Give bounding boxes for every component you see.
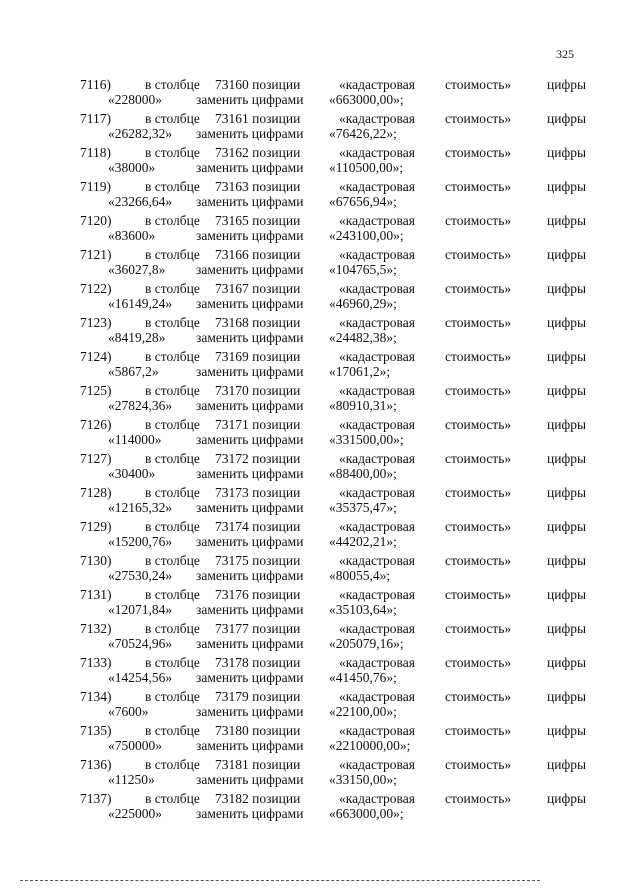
old-value: «30400» <box>108 466 156 481</box>
cadastral-label: «кадастровая <box>339 315 415 330</box>
digits-label: цифры <box>547 315 587 330</box>
replace-label: заменить цифрами <box>196 262 304 277</box>
cadastral-label: «кадастровая <box>339 77 415 92</box>
replace-label: заменить цифрами <box>196 92 304 107</box>
position-code <box>215 77 300 93</box>
cadastral-label: «кадастровая <box>339 349 415 364</box>
item-number: 7127) <box>80 451 112 466</box>
old-value: «70524,96» <box>108 636 173 651</box>
new-value: «663000,00»; <box>329 92 404 107</box>
position-code-value: 73174 <box>215 519 249 534</box>
position-code-value: 73166 <box>215 247 249 262</box>
new-value: «80910,31»; <box>329 398 397 413</box>
position-code-value: 73170 <box>215 383 249 398</box>
item-number: 7120) <box>80 213 112 228</box>
in-column-label: в столбце <box>145 111 200 126</box>
new-value: «2210000,00»; <box>329 738 411 753</box>
positions-label: позиции <box>252 349 301 364</box>
new-value: «110500,00»; <box>329 160 404 175</box>
in-column-label: в столбце <box>145 383 200 398</box>
digits-label: цифры <box>547 77 587 92</box>
item-number: 7118) <box>80 145 111 160</box>
new-value: «76426,22»; <box>329 126 397 141</box>
amendment-item <box>0 621 640 655</box>
positions-label: позиции <box>252 519 301 534</box>
cost-label: стоимость» <box>445 213 512 228</box>
old-value: «27530,24» <box>108 568 173 583</box>
old-value: «23266,64» <box>108 194 173 209</box>
page-number: 325 <box>556 47 574 61</box>
amendment-item <box>0 111 640 145</box>
position-code <box>215 315 300 331</box>
in-column-label: в столбце <box>145 179 200 194</box>
digits-label: цифры <box>547 757 587 772</box>
position-code <box>215 791 300 807</box>
item-number: 7134) <box>80 689 112 704</box>
amendment-item <box>0 689 640 723</box>
position-code-value: 73168 <box>215 315 249 330</box>
position-code <box>215 179 300 195</box>
item-number: 7132) <box>80 621 112 636</box>
digits-label: цифры <box>547 247 587 262</box>
position-code-value: 73169 <box>215 349 249 364</box>
digits-label: цифры <box>547 349 587 364</box>
positions-label: позиции <box>252 689 301 704</box>
cost-label: стоимость» <box>445 791 512 806</box>
item-number: 7117) <box>80 111 111 126</box>
amendment-item <box>0 519 640 553</box>
amendment-item <box>0 315 640 349</box>
old-value: «11250» <box>108 772 155 787</box>
cost-label: стоимость» <box>445 247 512 262</box>
new-value: «46960,29»; <box>329 296 397 311</box>
positions-label: позиции <box>252 383 301 398</box>
position-code-value: 73173 <box>215 485 249 500</box>
old-value: «7600» <box>108 704 149 719</box>
positions-label: позиции <box>252 553 301 568</box>
new-value: «24482,38»; <box>329 330 397 345</box>
position-code-value: 73171 <box>215 417 249 432</box>
positions-label: позиции <box>252 179 301 194</box>
item-number: 7122) <box>80 281 112 296</box>
cadastral-label: «кадастровая <box>339 213 415 228</box>
old-value: «14254,56» <box>108 670 173 685</box>
position-code-value: 73177 <box>215 621 249 636</box>
replace-label: заменить цифрами <box>196 466 304 481</box>
position-code-value: 73167 <box>215 281 249 296</box>
positions-label: позиции <box>252 723 301 738</box>
position-code-value: 73176 <box>215 587 249 602</box>
amendment-item <box>0 723 640 757</box>
position-code <box>215 417 300 433</box>
positions-label: позиции <box>252 791 301 806</box>
cadastral-label: «кадастровая <box>339 553 415 568</box>
digits-label: цифры <box>547 179 587 194</box>
new-value: «35375,47»; <box>329 500 397 515</box>
in-column-label: в столбце <box>145 587 200 602</box>
replace-label: заменить цифрами <box>196 704 304 719</box>
cost-label: стоимость» <box>445 383 512 398</box>
digits-label: цифры <box>547 587 587 602</box>
in-column-label: в столбце <box>145 247 200 262</box>
item-number: 7136) <box>80 757 112 772</box>
replace-label: заменить цифрами <box>196 568 304 583</box>
cadastral-label: «кадастровая <box>339 485 415 500</box>
amendment-item <box>0 383 640 417</box>
replace-label: заменить цифрами <box>196 432 304 447</box>
cadastral-label: «кадастровая <box>339 587 415 602</box>
positions-label: позиции <box>252 485 301 500</box>
digits-label: цифры <box>547 417 587 432</box>
item-number: 7135) <box>80 723 112 738</box>
replace-label: заменить цифрами <box>196 602 304 617</box>
digits-label: цифры <box>547 111 587 126</box>
position-code <box>215 247 300 263</box>
digits-label: цифры <box>547 451 587 466</box>
positions-label: позиции <box>252 587 301 602</box>
item-number: 7131) <box>80 587 112 602</box>
digits-label: цифры <box>547 689 587 704</box>
replace-label: заменить цифрами <box>196 160 304 175</box>
old-value: «15200,76» <box>108 534 173 549</box>
digits-label: цифры <box>547 383 587 398</box>
position-code-value: 73172 <box>215 451 249 466</box>
amendment-item <box>0 213 640 247</box>
cost-label: стоимость» <box>445 689 512 704</box>
item-number: 7130) <box>80 553 112 568</box>
replace-label: заменить цифрами <box>196 228 304 243</box>
amendment-item <box>0 417 640 451</box>
position-code <box>215 349 300 365</box>
cost-label: стоимость» <box>445 451 512 466</box>
position-code <box>215 111 300 127</box>
positions-label: позиции <box>252 77 301 92</box>
cost-label: стоимость» <box>445 111 512 126</box>
old-value: «26282,32» <box>108 126 173 141</box>
replace-label: заменить цифрами <box>196 364 304 379</box>
new-value: «17061,2»; <box>329 364 391 379</box>
cost-label: стоимость» <box>445 179 512 194</box>
cost-label: стоимость» <box>445 77 512 92</box>
replace-label: заменить цифрами <box>196 194 304 209</box>
cadastral-label: «кадастровая <box>339 723 415 738</box>
positions-label: позиции <box>252 213 301 228</box>
in-column-label: в столбце <box>145 689 200 704</box>
amendment-item <box>0 757 640 791</box>
replace-label: заменить цифрами <box>196 772 304 787</box>
cost-label: стоимость» <box>445 315 512 330</box>
replace-label: заменить цифрами <box>196 670 304 685</box>
position-code <box>215 587 300 603</box>
old-value: «16149,24» <box>108 296 173 311</box>
amendment-item <box>0 145 640 179</box>
new-value: «35103,64»; <box>329 602 397 617</box>
cost-label: стоимость» <box>445 519 512 534</box>
positions-label: позиции <box>252 247 301 262</box>
digits-label: цифры <box>547 621 587 636</box>
position-code <box>215 553 300 569</box>
digits-label: цифры <box>547 145 587 160</box>
position-code-value: 73181 <box>215 757 249 772</box>
cost-label: стоимость» <box>445 587 512 602</box>
in-column-label: в столбце <box>145 723 200 738</box>
amendment-item <box>0 77 640 111</box>
replace-label: заменить цифрами <box>196 126 304 141</box>
item-number: 7137) <box>80 791 112 806</box>
positions-label: позиции <box>252 145 301 160</box>
in-column-label: в столбце <box>145 757 200 772</box>
cadastral-label: «кадастровая <box>339 791 415 806</box>
positions-label: позиции <box>252 757 301 772</box>
in-column-label: в столбце <box>145 451 200 466</box>
new-value: «243100,00»; <box>329 228 404 243</box>
in-column-label: в столбце <box>145 519 200 534</box>
digits-label: цифры <box>547 213 587 228</box>
position-code <box>215 519 300 535</box>
positions-label: позиции <box>252 417 301 432</box>
cadastral-label: «кадастровая <box>339 451 415 466</box>
old-value: «114000» <box>108 432 162 447</box>
old-value: «5867,2» <box>108 364 159 379</box>
position-code <box>215 621 300 637</box>
cost-label: стоимость» <box>445 417 512 432</box>
cost-label: стоимость» <box>445 349 512 364</box>
replace-label: заменить цифрами <box>196 296 304 311</box>
old-value: «225000» <box>108 806 162 821</box>
positions-label: позиции <box>252 621 301 636</box>
in-column-label: в столбце <box>145 349 200 364</box>
amendment-item <box>0 451 640 485</box>
position-code <box>215 723 300 739</box>
cost-label: стоимость» <box>445 145 512 160</box>
cost-label: стоимость» <box>445 757 512 772</box>
cadastral-label: «кадастровая <box>339 689 415 704</box>
cost-label: стоимость» <box>445 281 512 296</box>
amendment-item <box>0 655 640 689</box>
new-value: «80055,4»; <box>329 568 391 583</box>
cadastral-label: «кадастровая <box>339 383 415 398</box>
cost-label: стоимость» <box>445 723 512 738</box>
old-value: «228000» <box>108 92 162 107</box>
digits-label: цифры <box>547 723 587 738</box>
position-code <box>215 145 300 161</box>
amendment-item <box>0 179 640 213</box>
new-value: «44202,21»; <box>329 534 397 549</box>
in-column-label: в столбце <box>145 655 200 670</box>
position-code <box>215 655 300 671</box>
digits-label: цифры <box>547 519 587 534</box>
position-code <box>215 757 300 773</box>
position-code <box>215 689 300 705</box>
old-value: «27824,36» <box>108 398 173 413</box>
old-value: «8419,28» <box>108 330 166 345</box>
position-code <box>215 213 300 229</box>
position-code-value: 73163 <box>215 179 249 194</box>
old-value: «36027,8» <box>108 262 166 277</box>
item-number: 7116) <box>80 77 111 92</box>
item-number: 7126) <box>80 417 112 432</box>
new-value: «88400,00»; <box>329 466 397 481</box>
position-code-value: 73179 <box>215 689 249 704</box>
amendment-item <box>0 553 640 587</box>
old-value: «38000» <box>108 160 156 175</box>
cost-label: стоимость» <box>445 553 512 568</box>
cadastral-label: «кадастровая <box>339 145 415 160</box>
replace-label: заменить цифрами <box>196 738 304 753</box>
cadastral-label: «кадастровая <box>339 417 415 432</box>
amendment-list <box>0 77 640 825</box>
new-value: «104765,5»; <box>329 262 397 277</box>
in-column-label: в столбце <box>145 281 200 296</box>
amendment-item <box>0 247 640 281</box>
new-value: «67656,94»; <box>329 194 397 209</box>
amendment-item <box>0 587 640 621</box>
amendment-item <box>0 349 640 383</box>
position-code <box>215 485 300 501</box>
position-code-value: 73161 <box>215 111 249 126</box>
position-code-value: 73178 <box>215 655 249 670</box>
replace-label: заменить цифрами <box>196 806 304 821</box>
digits-label: цифры <box>547 553 587 568</box>
amendment-item <box>0 485 640 519</box>
item-number: 7119) <box>80 179 111 194</box>
item-number: 7125) <box>80 383 112 398</box>
cadastral-label: «кадастровая <box>339 519 415 534</box>
cadastral-label: «кадастровая <box>339 281 415 296</box>
position-code-value: 73162 <box>215 145 249 160</box>
item-number: 7123) <box>80 315 112 330</box>
positions-label: позиции <box>252 281 301 296</box>
replace-label: заменить цифрами <box>196 636 304 651</box>
in-column-label: в столбце <box>145 485 200 500</box>
position-code <box>215 451 300 467</box>
item-number: 7129) <box>80 519 112 534</box>
position-code-value: 73160 <box>215 77 249 92</box>
new-value: «331500,00»; <box>329 432 404 447</box>
replace-label: заменить цифрами <box>196 398 304 413</box>
in-column-label: в столбце <box>145 77 200 92</box>
position-code-value: 73182 <box>215 791 249 806</box>
item-number: 7128) <box>80 485 112 500</box>
replace-label: заменить цифрами <box>196 330 304 345</box>
cadastral-label: «кадастровая <box>339 757 415 772</box>
digits-label: цифры <box>547 655 587 670</box>
new-value: «22100,00»; <box>329 704 397 719</box>
in-column-label: в столбце <box>145 791 200 806</box>
in-column-label: в столбце <box>145 417 200 432</box>
new-value: «205079,16»; <box>329 636 404 651</box>
positions-label: позиции <box>252 315 301 330</box>
cadastral-label: «кадастровая <box>339 179 415 194</box>
digits-label: цифры <box>547 281 587 296</box>
in-column-label: в столбце <box>145 213 200 228</box>
position-code-value: 73165 <box>215 213 249 228</box>
cadastral-label: «кадастровая <box>339 655 415 670</box>
cadastral-label: «кадастровая <box>339 111 415 126</box>
bottom-divider <box>20 880 540 881</box>
item-number: 7124) <box>80 349 112 364</box>
digits-label: цифры <box>547 485 587 500</box>
position-code-value: 73175 <box>215 553 249 568</box>
new-value: «33150,00»; <box>329 772 397 787</box>
positions-label: позиции <box>252 655 301 670</box>
cost-label: стоимость» <box>445 485 512 500</box>
item-number: 7121) <box>80 247 112 262</box>
cadastral-label: «кадастровая <box>339 621 415 636</box>
replace-label: заменить цифрами <box>196 534 304 549</box>
new-value: «41450,76»; <box>329 670 397 685</box>
old-value: «12165,32» <box>108 500 173 515</box>
cadastral-label: «кадастровая <box>339 247 415 262</box>
position-code <box>215 281 300 297</box>
old-value: «12071,84» <box>108 602 173 617</box>
amendment-item <box>0 791 640 825</box>
old-value: «83600» <box>108 228 156 243</box>
item-number: 7133) <box>80 655 112 670</box>
cost-label: стоимость» <box>445 655 512 670</box>
amendment-item <box>0 281 640 315</box>
in-column-label: в столбце <box>145 145 200 160</box>
digits-label: цифры <box>547 791 587 806</box>
replace-label: заменить цифрами <box>196 500 304 515</box>
cost-label: стоимость» <box>445 621 512 636</box>
positions-label: позиции <box>252 111 301 126</box>
new-value: «663000,00»; <box>329 806 404 821</box>
positions-label: позиции <box>252 451 301 466</box>
in-column-label: в столбце <box>145 315 200 330</box>
old-value: «750000» <box>108 738 162 753</box>
position-code <box>215 383 300 399</box>
in-column-label: в столбце <box>145 621 200 636</box>
in-column-label: в столбце <box>145 553 200 568</box>
position-code-value: 73180 <box>215 723 249 738</box>
